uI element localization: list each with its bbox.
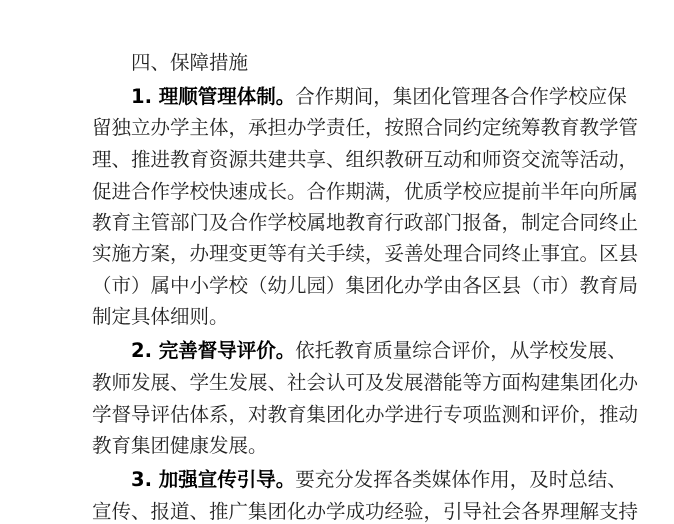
paragraph-line: [131, 85, 627, 109]
paragraph-line: 制定具体细则。: [92, 305, 229, 328]
paragraph-line: 教育集团健康发展。: [92, 434, 268, 457]
paragraph-line: 理、推进教育资源共建共享、组织教研互动和师资交流等活动，: [92, 148, 639, 171]
paragraph-line: 促进合作学校快速成长。合作期满，优质学校应提前半年向所属: [92, 180, 639, 203]
paragraph-line: （市）属中小学校（幼儿园）集团化办学由各区县（市）教育局: [92, 274, 639, 297]
section-heading: 四、保障措施: [131, 51, 249, 74]
paragraph-line: [131, 468, 627, 492]
paragraph-line: 教师发展、学生发展、社会认可及发展潜能等方面构建集团化办: [92, 371, 639, 394]
line-text: 要充分发挥各类媒体作用，及时总结、: [295, 468, 627, 491]
line-text: 合作期间，集团化管理各合作学校应保: [295, 85, 627, 108]
paragraph-line: 宣传、报道、推广集团化办学成功经验，引导社会各界理解支持: [92, 500, 639, 523]
paragraph-title: 2. 完善督导评价。: [131, 339, 296, 362]
paragraph-line: 学督导评估体系，对教育集团化办学进行专项监测和评价，推动: [92, 403, 639, 426]
paragraph-title: 1. 理顺管理体制。: [131, 85, 296, 108]
paragraph-line: 留独立办学主体，承担办学责任，按照合同约定统筹教育教学管: [92, 116, 639, 139]
paragraph-line: 教育主管部门及合作学校属地教育行政部门报备，制定合同终止: [92, 211, 639, 234]
paragraph-line: [131, 339, 627, 363]
paragraph-title: 3. 加强宣传引导。: [131, 468, 296, 491]
paragraph-line: 实施方案，办理变更等有关手续，妥善处理合同终止事宜。区县: [92, 242, 639, 265]
line-text: 依托教育质量综合评价，从学校发展、: [295, 339, 627, 362]
